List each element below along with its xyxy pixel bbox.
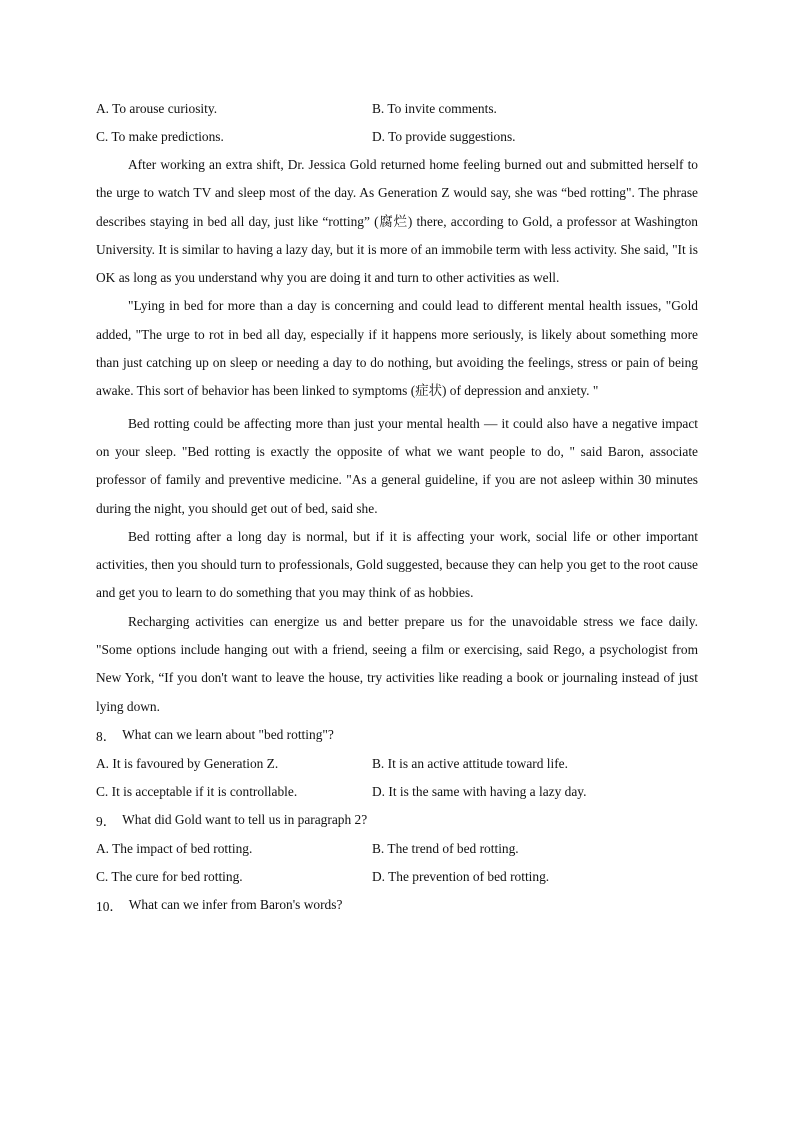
- q7-option-b: B. To invite comments.: [372, 101, 497, 116]
- document-page: [96, 95, 698, 920]
- passage-paragraph-2: "Lying in bed for more than a day is concerning and could lead to different mental health issues, "Gold added, "The urge to rot in bed all day, especially if it happens more seriously, is likely about something more than just catching up on sleep or needing a day to do nothing, but avoiding the feelings, stress or pain of being awake. This sort of behavior has been linked to symptoms (症状) of depression and anxiety. ": [96, 298, 698, 399]
- q9-option-a: A. The impact of bed rotting.: [96, 840, 253, 856]
- q8-options-row-1: [96, 750, 698, 778]
- question-9-number: 9．: [96, 813, 117, 829]
- q9-options-row-2: [96, 863, 698, 891]
- q7-option-d: D. To provide suggestions.: [372, 129, 516, 144]
- question-10-stem: What can we infer from Baron's words?: [128, 897, 343, 913]
- question-8-number: 8．: [96, 728, 117, 744]
- q9-option-d: D. The prevention of bed rotting.: [372, 868, 550, 884]
- q8-option-d: D. It is the same with having a lazy day.: [372, 783, 587, 799]
- passage-paragraph-5: Recharging activities can energize us and better prepare us for the unavoidable stress we face daily. "Some options include hanging out with a friend, seeing a film or exercising, said Rego, a psychologist from New York, “If you don't want to leave the house, try activities like reading a book or journaling instead of just lying down.: [96, 613, 698, 714]
- question-9-stem: What did Gold want to tell us in paragraph 2?: [122, 812, 368, 828]
- question-10-number: 10．: [96, 898, 123, 914]
- q8-option-c: C. It is acceptable if it is controllable.: [96, 783, 298, 799]
- q7-options-row-2: [96, 123, 698, 151]
- q8-options-row-2: [96, 778, 698, 806]
- question-8: [96, 721, 698, 750]
- q7-options-row-1: [96, 95, 698, 123]
- q9-option-c: C. The cure for bed rotting.: [96, 868, 243, 884]
- passage-paragraph-4: Bed rotting after a long day is normal, but if it is affecting your work, social life or other important activities, then you should turn to professionals, Gold suggested, because they can help you get to the root cause and get you to learn to do something that you may think of as hobbies.: [96, 528, 698, 601]
- q9-option-b: B. The trend of bed rotting.: [372, 840, 519, 856]
- q8-option-b: B. It is an active attitude toward life.: [372, 755, 568, 771]
- q8-option-a: A. It is favoured by Generation Z.: [96, 755, 279, 771]
- question-8-stem: What can we learn about "bed rotting"?: [122, 727, 334, 743]
- q9-options-row-1: [96, 835, 698, 863]
- q7-option-a: A. To arouse curiosity.: [96, 101, 218, 116]
- question-10: [96, 891, 698, 920]
- q7-option-c: C. To make predictions.: [96, 129, 224, 144]
- passage-paragraph-1: After working an extra shift, Dr. Jessica Gold returned home feeling burned out and submitted herself to the urge to watch TV and sleep most of the day. As Generation Z would say, she was “bed rotting". The phrase describes staying in bed all day, just like “rotting” (腐烂) there, according to Gold, a professor at Washington University. It is similar to having a lazy day, but it is more of an immobile term with less activity. She said, "It is OK as long as you understand why you are doing it and turn to other activities as well.: [96, 157, 698, 286]
- question-9: [96, 806, 698, 835]
- passage-paragraph-3: Bed rotting could be affecting more than just your mental health — it could also have a negative impact on your sleep. "Bed rotting is exactly the opposite of what we want people to do, " said Baron, associate professor of family and preventive medicine. "As a general guideline, if you are not asleep within 30 minutes during the night, you should get out of bed, said she.: [96, 415, 698, 516]
